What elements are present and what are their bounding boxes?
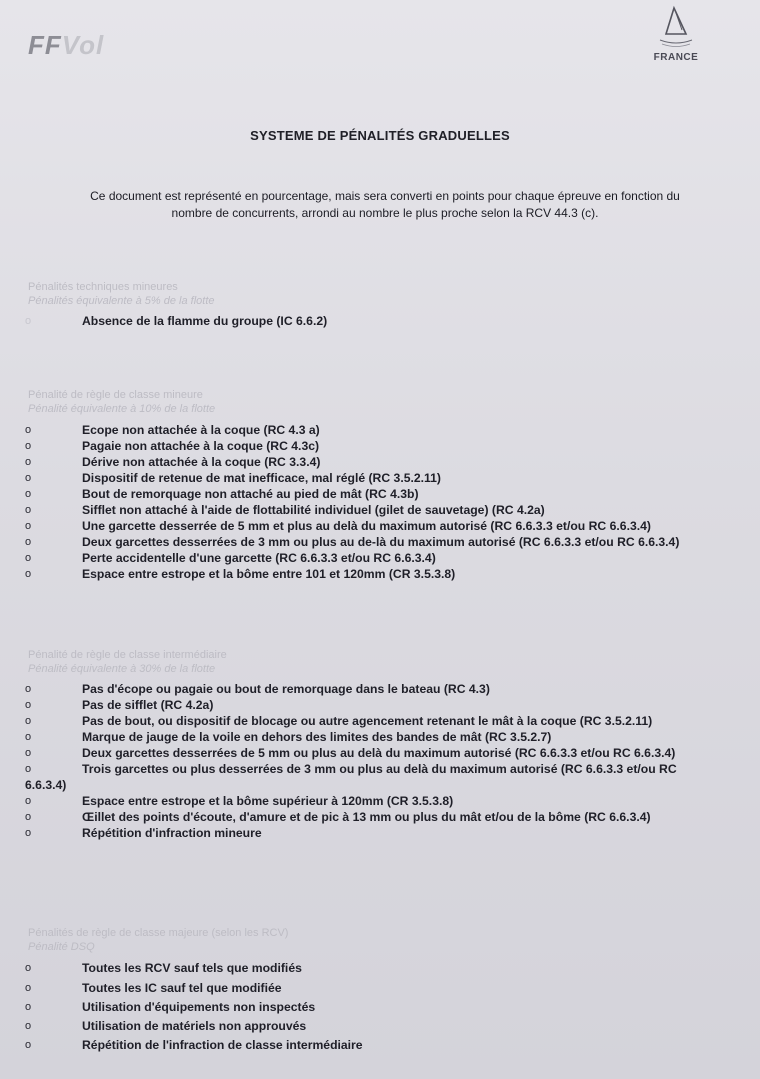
section-heading-intermediate-class: Pénalité de règle de classe intermédiaire Pénalité équivalente à 30% de la flotte bbox=[28, 649, 227, 675]
list-item: o Dispositif de retenue de mat inefficace, mal réglé (RC 3.5.2.11) bbox=[25, 471, 441, 485]
bullet-icon: o bbox=[25, 424, 32, 436]
bullet-icon: o bbox=[25, 715, 32, 727]
bullet-icon: o bbox=[25, 520, 32, 532]
list-item: o Marque de jauge de la voile en dehors des limites des bandes de mât (RC 3.5.2.7) bbox=[25, 730, 552, 744]
list-item: o Œillet des points d'écoute, d'amure et de pic à 13 mm ou plus du mât et/ou de la bôme (RC 6.6.3.4) bbox=[25, 810, 651, 824]
list-item: o Pas d'écope ou pagaie ou bout de remorquage dans le bateau (RC 4.3) bbox=[25, 682, 490, 696]
list-item: o Deux garcettes desserrées de 5 mm ou plus au delà du maximum autorisé (RC 6.6.3.3 et/ou RC 6.6.3.4) bbox=[25, 746, 676, 760]
bullet-icon: o bbox=[25, 488, 32, 500]
list-minor-class bbox=[0, 422, 760, 582]
list-item: o Perte accidentelle d'une garcette (RC 6.6.3.3 et/ou RC 6.6.3.4) bbox=[25, 551, 436, 565]
list-item: o Pas de bout, ou dispositif de blocage ou autre agencement retenant le mât à la coque (RC 3.5.2.11) bbox=[25, 714, 653, 728]
list-item: o Dérive non attachée à la coque (RC 3.3.4) bbox=[25, 455, 321, 469]
france-sail-logo bbox=[644, 4, 708, 63]
section-heading-minor-technical: Pénalités techniques mineures Pénalités équivalente à 5% de la flotte bbox=[28, 281, 215, 307]
france-label: FRANCE bbox=[653, 52, 699, 63]
bullet-icon: o bbox=[25, 536, 32, 548]
section-heading-major-class: Pénalités de règle de classe majeure (selon les RCV) Pénalité DSQ bbox=[28, 927, 289, 953]
bullet-icon: o bbox=[25, 982, 32, 994]
list-item: o Utilisation d'équipements non inspectés bbox=[25, 1000, 316, 1014]
page-title: SYSTEME DE PÉNALITÉS GRADUELLES bbox=[250, 128, 510, 143]
bullet-icon: o bbox=[25, 1001, 32, 1013]
list-item: o Pagaie non attachée à la coque (RC 4.3c) bbox=[25, 439, 320, 453]
bullet-icon: o bbox=[25, 795, 32, 807]
ffvoile-logo: FFVol bbox=[28, 30, 105, 60]
list-item: o Toutes les IC sauf tel que modifiée bbox=[25, 981, 282, 995]
list-item: o Répétition de l'infraction de classe intermédiaire bbox=[25, 1038, 363, 1052]
bullet-icon: o bbox=[25, 811, 32, 823]
section-heading-minor-class: Pénalité de règle de classe mineure Pénalité équivalente à 10% de la flotte bbox=[28, 389, 216, 415]
bullet-icon: o bbox=[25, 962, 32, 974]
bullet-icon: o bbox=[25, 1039, 32, 1051]
bullet-icon: o bbox=[25, 747, 32, 759]
list-major-class bbox=[0, 960, 760, 1056]
list-item-continuation: 6.6.3.4) bbox=[25, 778, 67, 792]
bullet-icon: o bbox=[25, 763, 32, 775]
list-item: o Utilisation de matériels non approuvés bbox=[25, 1019, 307, 1033]
list-item: o Toutes les RCV sauf tels que modifiés bbox=[25, 961, 302, 975]
bullet-icon: o bbox=[25, 568, 32, 580]
list-item: o Répétition d'infraction mineure bbox=[25, 826, 262, 840]
bullet-icon: o bbox=[25, 1020, 32, 1032]
intro-paragraph bbox=[40, 188, 730, 222]
bullet-icon: o bbox=[25, 731, 32, 743]
bullet-icon: o bbox=[25, 683, 32, 695]
intro-line-1: Ce document est représenté en pourcentage, mais sera converti en points pour chaque épreuve en fonction du bbox=[90, 189, 680, 203]
list-item: o Deux garcettes desserrées de 3 mm ou plus au de-là du maximum autorisé (RC 6.6.3.3 et/ou RC 6.6.3.4) bbox=[25, 535, 680, 549]
list-minor-technical bbox=[0, 313, 760, 329]
list-item: o Ecope non attachée à la coque (RC 4.3 a) bbox=[25, 423, 320, 437]
bullet-icon: o bbox=[25, 504, 32, 516]
bullet-icon: o bbox=[25, 315, 32, 327]
list-item: o Absence de la flamme du groupe (IC 6.6.2) bbox=[25, 314, 328, 328]
bullet-icon: o bbox=[25, 456, 32, 468]
bullet-icon: o bbox=[25, 827, 32, 839]
list-item: o Une garcette desserrée de 5 mm et plus au delà du maximum autorisé (RC 6.6.3.3 et/ou RC 6.6.3.4) bbox=[25, 519, 651, 533]
list-item: o Espace entre estrope et la bôme supérieur à 120mm (CR 3.5.3.8) bbox=[25, 794, 454, 808]
list-item: o Bout de remorquage non attaché au pied de mât (RC 4.3b) bbox=[25, 487, 419, 501]
list-item: o Trois garcettes ou plus desserrées de 3 mm ou plus au delà du maximum autorisé (RC 6.6.3.3 et/ou RC bbox=[25, 762, 677, 776]
list-item: o Sifflet non attaché à l'aide de flottabilité individuel (gilet de sauvetage) (RC 4.2a) bbox=[25, 503, 545, 517]
bullet-icon: o bbox=[25, 552, 32, 564]
intro-line-2: nombre de concurrents, arrondi au nombre le plus proche selon la RCV 44.3 (c). bbox=[171, 206, 599, 220]
list-intermediate-class bbox=[0, 681, 760, 841]
sail-icon bbox=[656, 4, 696, 50]
bullet-icon: o bbox=[25, 699, 32, 711]
bullet-icon: o bbox=[25, 440, 32, 452]
list-item: o Espace entre estrope et la bôme entre 101 et 120mm (CR 3.5.3.8) bbox=[25, 567, 456, 581]
bullet-icon: o bbox=[25, 472, 32, 484]
list-item: o Pas de sifflet (RC 4.2a) bbox=[25, 698, 214, 712]
